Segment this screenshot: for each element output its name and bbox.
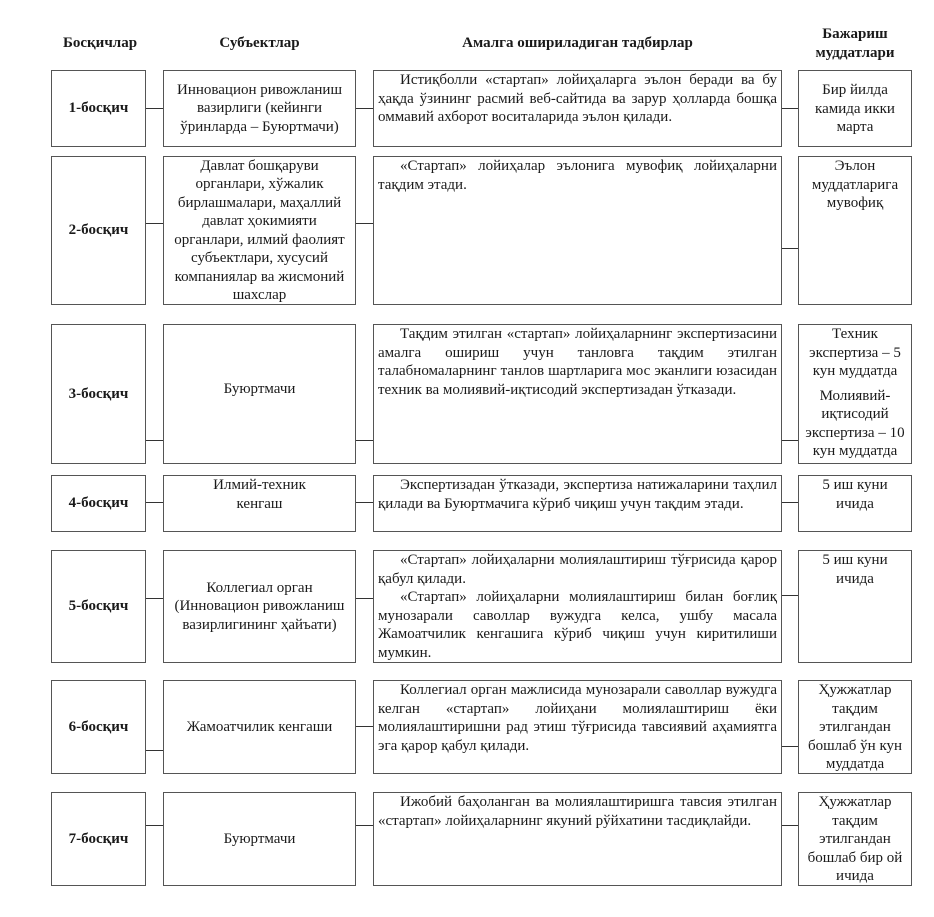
header-deadlines: Бажариш муддатлари	[815, 26, 895, 61]
connector-line	[356, 502, 373, 503]
action-box	[373, 324, 782, 464]
connector-line	[146, 598, 163, 599]
stage-label: 1-босқич	[68, 100, 129, 117]
connector-line	[782, 746, 798, 747]
subject-text: Жамоатчилик кенгаши	[186, 718, 333, 735]
subject-box	[163, 550, 356, 663]
connector-line	[146, 223, 163, 224]
stage-box	[51, 324, 146, 464]
deadline-text: Эълон муддатларига мувофиқ	[811, 158, 899, 211]
action-text: Тақдим этилган «стартап» лойиҳаларнинг экспертизасини амалга ошириш учун танловга тақдим этилган талабномаларнинг танлов шартларига мос эканлиги юзасидан техник ва молиявий-иқтисодий экспертизадан ўтказади.	[378, 326, 777, 398]
subject-text: Давлат бошқаруви органлари, хўжалик бирлашмалари, маҳаллий давлат ҳокимияти органлари, илмий фаолият субъектлари, хусусий компаниялар ва жисмоний шахслар	[174, 157, 345, 303]
connector-line	[146, 502, 163, 503]
action-text: Истиқболли «стартап» лойиҳаларга эълон беради ва бу ҳақда ўзининг расмий веб-сайтида ва зарур ҳолларда бошқа оммавий ахборот воситаларида эълон қилади.	[378, 72, 777, 125]
stage-label: 2-босқич	[68, 222, 129, 239]
subject-box	[163, 70, 356, 147]
stage-label: 6-босқич	[68, 718, 129, 735]
action-box	[373, 792, 782, 886]
connector-line	[356, 108, 373, 109]
action-box	[373, 680, 782, 774]
subject-box	[163, 680, 356, 774]
stage-label: 7-босқич	[68, 830, 129, 847]
connector-line	[146, 750, 163, 751]
action-text: «Стартап» лойиҳаларни молиялаштириш билан боғлиқ мунозарали саволлар вужудга келса, ушбу масала Жамоатчилик кенгашига кўриб чиқиш учун киритилиши мумкин.	[378, 589, 777, 661]
action-text: «Стартап» лойиҳаларни молиялаштириш тўғрисида қарор қабул қилади.	[378, 552, 777, 587]
deadline-box	[798, 70, 912, 147]
stage-box	[51, 680, 146, 774]
action-box	[373, 475, 782, 532]
deadline-text: Бир йилда камида икки марта	[815, 82, 895, 135]
stage-label: 3-босқич	[68, 385, 129, 402]
connector-line	[356, 825, 373, 826]
subject-box	[163, 475, 356, 532]
connector-line	[782, 108, 798, 109]
stage-box	[51, 156, 146, 305]
subject-text: Инновацион ривожланиш вазирлиги (кейинги ўринларда – Буюртмачи)	[176, 81, 342, 135]
connector-line	[356, 726, 373, 727]
header-stages: Босқичлар	[62, 35, 138, 51]
connector-line	[782, 440, 798, 441]
deadline-box	[798, 475, 912, 532]
action-text: Ижобий баҳоланган ва молиялаштиришга тавсия этилган «стартап» лойиҳаларнинг якуний рўйхатини тасдиқлайди.	[378, 794, 777, 829]
action-text: Коллегиал орган мажлисида мунозарали саволлар вужудга келган «стартап» лойиҳани молиялаштириш ёки молиялаштиришни рад этиш тўғрисида тавсиявий аҳамиятга эга қарор қабул қилади.	[378, 682, 777, 754]
deadline-text: Ҳужжатлар тақдим этилгандан бошлаб бир ой ичида	[807, 794, 903, 884]
deadline-box	[798, 550, 912, 663]
header-actions: Амалга ошириладиган тадбирлар	[462, 35, 693, 51]
connector-line	[782, 825, 798, 826]
connector-line	[146, 108, 163, 109]
deadline-box	[798, 680, 912, 774]
connector-line	[782, 248, 798, 249]
stage-label: 5-босқич	[68, 598, 129, 615]
subject-box	[163, 324, 356, 464]
connector-line	[146, 440, 163, 441]
action-box	[373, 70, 782, 147]
deadline-box	[798, 156, 912, 305]
subject-text: Коллегиал орган (Инновацион ривожланиш вазирлигининг ҳайъати)	[174, 579, 345, 633]
connector-line	[146, 825, 163, 826]
connector-line	[782, 502, 798, 503]
action-box	[373, 550, 782, 663]
action-box	[373, 156, 782, 305]
connector-line	[356, 440, 373, 441]
deadline-text: 5 иш куни ичида	[822, 552, 888, 587]
connector-line	[356, 598, 373, 599]
action-text: «Стартап» лойиҳалар эълонига мувофиқ лойиҳаларни тақдим этади.	[378, 158, 777, 193]
subject-text: Буюртмачи	[223, 380, 296, 397]
stage-label: 4-босқич	[68, 495, 129, 512]
stage-box	[51, 792, 146, 886]
subject-text: Буюртмачи	[223, 830, 296, 847]
stage-box	[51, 550, 146, 663]
deadline-text: Молиявий-иқтисодий экспертиза – 10 кун муддатда	[805, 387, 905, 459]
subject-text: Илмий-техник кенгаш	[213, 477, 306, 512]
deadline-text: 5 иш куни ичида	[822, 477, 888, 512]
subject-box	[163, 156, 356, 305]
deadline-box	[798, 792, 912, 886]
deadline-text: Техник экспертиза – 5 кун муддатда	[809, 326, 901, 379]
header-subjects: Субъектлар	[219, 35, 300, 51]
deadline-text: Ҳужжатлар тақдим этилгандан бошлаб ўн кун муддатда	[807, 682, 903, 772]
subject-box	[163, 792, 356, 886]
connector-line	[782, 595, 798, 596]
stage-box	[51, 475, 146, 532]
deadline-box	[798, 324, 912, 464]
action-text: Экспертизадан ўтказади, экспертиза натижаларини таҳлил қилади ва Буюртмачига кўриб чиқиш учун тақдим этади.	[378, 477, 777, 512]
connector-line	[356, 223, 373, 224]
stage-box	[51, 70, 146, 147]
